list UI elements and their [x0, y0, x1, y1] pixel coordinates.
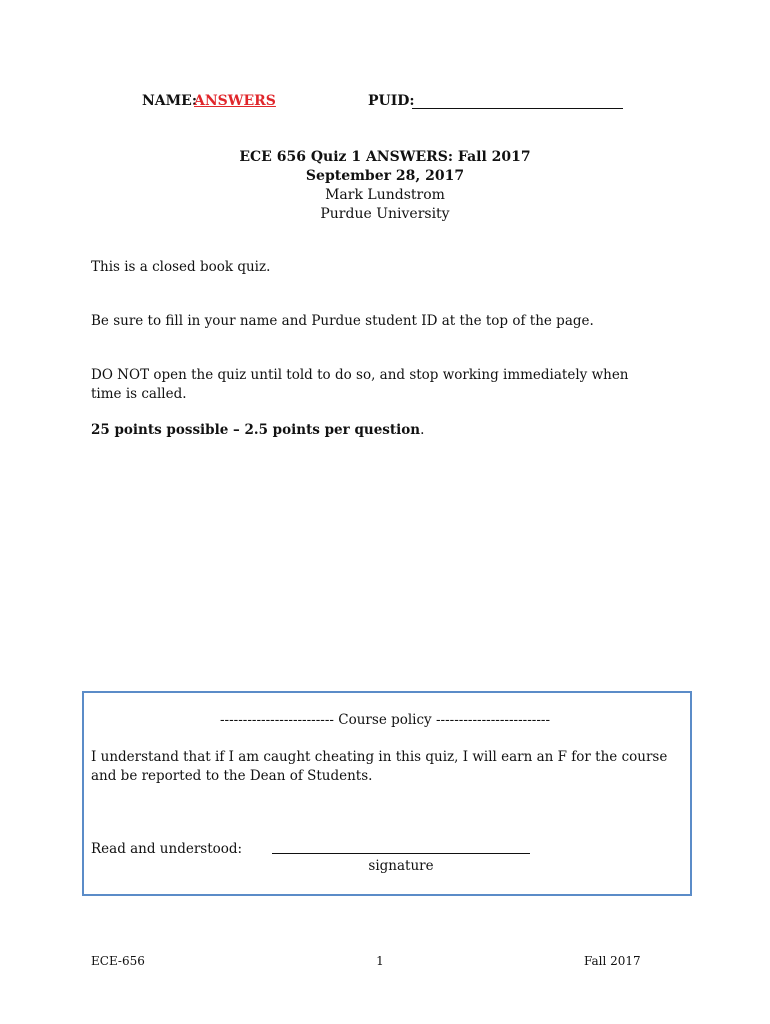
footer-term: Fall 2017 [584, 954, 641, 968]
policy-heading: ------------------------- Course policy ------------------------- [219, 712, 551, 728]
policy-statement: I understand that if I am caught cheating in this quiz, I will earn an F for the course and be reported to the Dean of Students. [91, 749, 668, 784]
puid-blank-line [412, 108, 623, 109]
puid-label: PUID: [368, 93, 415, 109]
instruction-closed-book: This is a closed book quiz. [91, 259, 271, 275]
quiz-title: ECE 656 Quiz 1 ANSWERS: Fall 2017 [239, 149, 531, 165]
title-block [0, 148, 770, 224]
footer-page-number: 1 [376, 954, 384, 968]
name-label: NAME: [142, 93, 197, 109]
instruction-do-not-open: DO NOT open the quiz until told to do so, and stop working immediately when time is called. [91, 367, 629, 402]
points-suffix: . [420, 422, 425, 438]
institution-name: Purdue University [320, 206, 450, 222]
footer-course: ECE-656 [91, 954, 145, 968]
read-understood-label: Read and understood: [91, 841, 243, 857]
signature-label: signature [368, 858, 434, 874]
author-name: Mark Lundstrom [325, 187, 445, 203]
quiz-date: September 28, 2017 [305, 168, 465, 184]
points-bold-text: 25 points possible – 2.5 points per question [91, 422, 421, 438]
signature-line [272, 853, 530, 854]
name-value: ANSWERS [194, 93, 276, 109]
points-statement [91, 421, 691, 440]
instruction-fill-name: Be sure to fill in your name and Purdue student ID at the top of the page. [91, 313, 594, 329]
